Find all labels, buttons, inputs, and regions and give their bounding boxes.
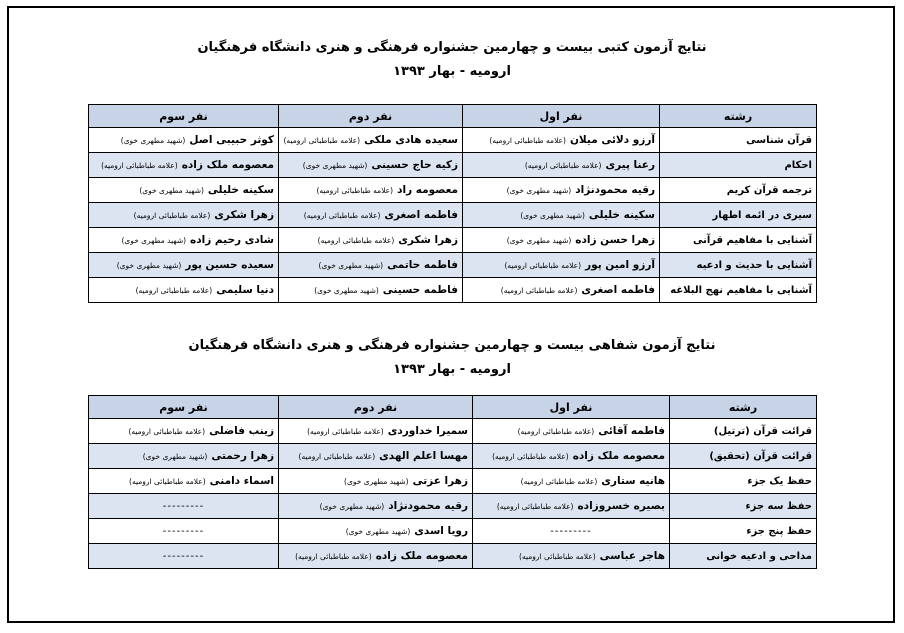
empty-cell: --------- [473, 519, 670, 544]
second-place-cell [279, 419, 473, 444]
person-name: رویا اسدی [414, 525, 468, 537]
table-row [89, 494, 817, 519]
person-name: زهرا حسن زاده [575, 234, 655, 246]
person-name: دنیا سلیمی [216, 284, 274, 296]
written-heading [0, 40, 904, 80]
third-place-cell [89, 278, 279, 303]
school-name: (شهید مطهری خوی) [120, 136, 186, 145]
field-cell: آشنایی با مفاهیم قرآنی [660, 228, 817, 253]
first-place-cell [463, 128, 660, 153]
third-place-cell [89, 253, 279, 278]
school-name: (علامه طباطبائی ارومیه) [128, 427, 206, 436]
school-name: (علامه طباطبائی ارومیه) [307, 427, 384, 436]
table-row [89, 278, 817, 303]
school-name: (شهید مطهری خوی) [142, 452, 208, 461]
school-name: (شهید مطهری خوی) [314, 286, 379, 295]
table-row [89, 444, 817, 469]
third-place-cell [89, 178, 279, 203]
second-place-cell [279, 469, 473, 494]
person-name: معصومه ملک زاده [375, 550, 468, 562]
first-place-cell [463, 228, 660, 253]
second-place-cell [279, 544, 473, 569]
second-place-cell [279, 494, 473, 519]
school-name: (علامه طباطبائی ارومیه) [520, 477, 598, 486]
table-row [89, 153, 817, 178]
field-cell: مداحی و ادعیه خوانی [670, 544, 817, 569]
header-first: نفر اول [473, 396, 670, 419]
school-name: (شهید مطهری خوی) [139, 186, 204, 195]
person-name: آرزو امین پور [585, 259, 655, 271]
second-place-cell [279, 203, 463, 228]
person-name: سمیرا خداوردی [387, 425, 468, 437]
person-name: مهسا اعلم الهدی [379, 450, 468, 462]
field-cell: قرائت قرآن (تحقیق) [670, 444, 817, 469]
person-name: کوثر حبیبی اصل [189, 134, 274, 146]
school-name: (علامه طباطبائی ارومیه) [524, 161, 602, 170]
third-place-cell [89, 203, 279, 228]
person-name: بصیره خسروزاده [577, 500, 665, 512]
third-place-cell [89, 128, 279, 153]
oral-subtitle: ارومیه - بهار ۱۳۹۳ [393, 362, 511, 377]
header-third: نفر سوم [89, 105, 279, 128]
first-place-cell [463, 253, 660, 278]
school-name: (شهید مطهری خوی) [506, 186, 572, 195]
person-name: زهرا رحمتی [211, 450, 274, 462]
school-name: (علامه طباطبائی ارومیه) [492, 452, 569, 461]
header-first: نفر اول [463, 105, 660, 128]
first-place-cell [473, 494, 670, 519]
oral-title: نتایج آزمون شفاهی بیست و چهارمین جشنواره فرهنگی و هنری دانشگاه فرهنگیان [188, 338, 716, 353]
second-place-cell [279, 128, 463, 153]
person-name: فاطمه اصغری [384, 209, 458, 221]
second-place-cell [279, 519, 473, 544]
person-name: زهرا شکری [214, 209, 274, 221]
school-name: (علامه طباطبائی ارومیه) [303, 211, 381, 220]
school-name: (شهید مطهری خوی) [520, 211, 585, 220]
field-cell: احکام [660, 153, 817, 178]
third-place-cell [89, 469, 279, 494]
oral-results-table [88, 395, 817, 569]
second-place-cell [279, 278, 463, 303]
person-name: فاطمه آقائی [598, 425, 665, 437]
table-row [89, 203, 817, 228]
third-place-cell [89, 228, 279, 253]
person-name: زکیه حاج حسینی [371, 159, 458, 171]
person-name: معصومه راد [397, 184, 458, 196]
header-field: رشته [660, 105, 817, 128]
table-row [89, 253, 817, 278]
person-name: شادی رحیم زاده [190, 234, 274, 246]
first-place-cell [473, 544, 670, 569]
school-name: (علامه طباطبائی ارومیه) [317, 236, 395, 245]
table-header-row [89, 396, 817, 419]
first-place-cell [463, 178, 660, 203]
school-name: (علامه طباطبائی ارومیه) [298, 452, 376, 461]
written-subtitle: ارومیه - بهار ۱۳۹۳ [393, 64, 511, 79]
empty-cell: --------- [89, 519, 279, 544]
second-place-cell [279, 228, 463, 253]
school-name: (علامه طباطبائی ارومیه) [519, 552, 596, 561]
first-place-cell [473, 444, 670, 469]
second-place-cell [279, 253, 463, 278]
table-row [89, 544, 817, 569]
empty-cell: --------- [89, 494, 279, 519]
second-place-cell [279, 444, 473, 469]
school-name: (شهید مطهری خوی) [319, 502, 385, 511]
third-place-cell [89, 444, 279, 469]
field-cell: حفظ سه جزء [670, 494, 817, 519]
person-name: فاطمه حاتمی [387, 259, 458, 271]
person-name: رعنا پیری [605, 159, 655, 171]
school-name: (علامه طباطبائی ارومیه) [135, 286, 213, 295]
person-name: زهرا شکری [398, 234, 458, 246]
school-name: (شهید مطهری خوی) [345, 527, 411, 536]
field-cell: قرآن شناسی [660, 128, 817, 153]
field-cell: سیری در ائمه اطهار [660, 203, 817, 228]
table-row [89, 469, 817, 494]
school-name: (علامه طباطبائی ارومیه) [101, 161, 178, 170]
table-row [89, 228, 817, 253]
person-name: زهرا عزتی [412, 475, 468, 487]
header-field: رشته [670, 396, 817, 419]
table-row [89, 128, 817, 153]
table-row [89, 519, 817, 544]
written-title: نتایج آزمون کتبی بیست و چهارمین جشنواره فرهنگی و هنری دانشگاه فرهنگیان [197, 40, 707, 55]
written-results-table [88, 104, 817, 303]
school-name: (علامه طباطبائی ارومیه) [316, 186, 394, 195]
person-name: معصومه ملک زاده [572, 450, 665, 462]
person-name: فاطمه حسینی [382, 284, 458, 296]
first-place-cell [463, 278, 660, 303]
field-cell: آشنایی با حدیث و ادعیه [660, 253, 817, 278]
header-second: نفر دوم [279, 396, 473, 419]
person-name: سکینه خلیلی [588, 209, 655, 221]
school-name: (علامه طباطبائی ارومیه) [133, 211, 211, 220]
table-header-row [89, 105, 817, 128]
school-name: (علامه طباطبائی ارومیه) [504, 261, 582, 270]
person-name: آرزو دلائی میلان [569, 134, 655, 146]
school-name: (شهید مطهری خوی) [506, 236, 572, 245]
school-name: (شهید مطهری خوی) [121, 236, 187, 245]
person-name: رقیه محمودنژاد [388, 500, 468, 512]
school-name: (علامه طباطبائی ارومیه) [295, 552, 372, 561]
table-row [89, 419, 817, 444]
second-place-cell [279, 153, 463, 178]
first-place-cell [473, 469, 670, 494]
school-name: (شهید مطهری خوی) [344, 477, 409, 486]
person-name: اسماء دامنی [209, 475, 274, 487]
table-row [89, 178, 817, 203]
person-name: هاجر عباسی [599, 550, 665, 562]
field-cell: قرائت قرآن (ترتیل) [670, 419, 817, 444]
person-name: زینب فاضلی [209, 425, 274, 437]
person-name: سعیده حسین پور [185, 259, 274, 271]
first-place-cell [473, 419, 670, 444]
third-place-cell [89, 419, 279, 444]
person-name: سعیده هادی ملکی [364, 134, 458, 146]
school-name: (علامه طباطبائی ارومیه) [517, 427, 595, 436]
school-name: (علامه طباطبائی ارومیه) [496, 502, 574, 511]
field-cell: آشنایی با مفاهیم نهج البلاغه [660, 278, 817, 303]
third-place-cell [89, 153, 279, 178]
field-cell: حفظ یک جزء [670, 469, 817, 494]
oral-heading [0, 338, 904, 378]
first-place-cell [463, 203, 660, 228]
school-name: (علامه طباطبائی ارومیه) [489, 136, 566, 145]
school-name: (علامه طباطبائی ارومیه) [129, 477, 206, 486]
school-name: (شهید مطهری خوی) [318, 261, 384, 270]
header-third: نفر سوم [89, 396, 279, 419]
person-name: رقیه محمودنژاد [575, 184, 655, 196]
field-cell: حفظ پنج جزء [670, 519, 817, 544]
school-name: (شهید مطهری خوی) [116, 261, 182, 270]
person-name: هانیه ستاری [601, 475, 665, 487]
empty-cell: --------- [89, 544, 279, 569]
person-name: سکینه خلیلی [207, 184, 274, 196]
first-place-cell [463, 153, 660, 178]
header-second: نفر دوم [279, 105, 463, 128]
school-name: (علامه طباطبائی ارومیه) [500, 286, 578, 295]
school-name: (علامه طباطبائی ارومیه) [283, 136, 361, 145]
person-name: فاطمه اصغری [581, 284, 655, 296]
person-name: معصومه ملک زاده [181, 159, 274, 171]
school-name: (شهید مطهری خوی) [302, 161, 368, 170]
second-place-cell [279, 178, 463, 203]
field-cell: ترجمه قرآن کریم [660, 178, 817, 203]
